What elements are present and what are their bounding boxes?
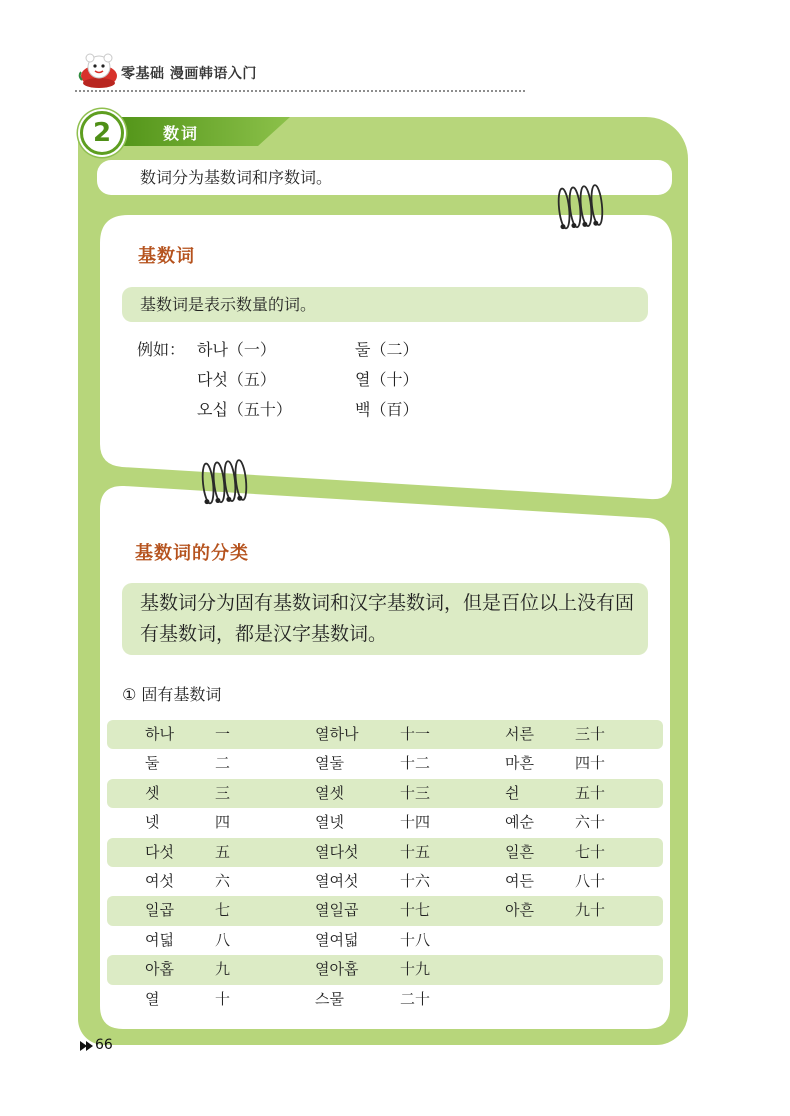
spiral-ring-icon: [557, 185, 604, 230]
spiral-ring-icon: [201, 460, 248, 505]
korean-numeral: 열넷: [315, 813, 344, 832]
korean-numeral: 다섯: [145, 842, 174, 861]
example-item: 하나（一）: [197, 340, 276, 359]
chinese-numeral: 九十: [575, 901, 606, 920]
example-item: 둘（二）: [355, 340, 419, 359]
chinese-numeral: 十七: [400, 901, 431, 920]
korean-numeral: 열: [145, 989, 160, 1008]
korean-numeral: 서른: [505, 725, 534, 743]
chinese-numeral: 十九: [400, 960, 431, 979]
example-item: 열（十）: [355, 370, 419, 389]
example-item: 백（百）: [355, 400, 419, 419]
chinese-numeral: 十一: [400, 725, 431, 743]
chinese-numeral: 三: [215, 783, 231, 802]
chinese-numeral: 六: [215, 872, 231, 890]
korean-numeral: 일곱: [145, 901, 174, 920]
chinese-numeral: 十四: [400, 813, 431, 832]
classification-note-text: 基数词分为固有基数词和汉字基数词，但是百位以上没有固有基数词，都是汉字基数词。: [140, 592, 635, 645]
korean-numeral: 스물: [315, 989, 344, 1008]
korean-numeral: 하나: [145, 725, 174, 743]
korean-numeral: 넷: [145, 813, 160, 832]
korean-numeral: 일흔: [505, 842, 534, 861]
examples-label: 例如：: [137, 340, 186, 359]
korean-numeral: 아홉: [145, 960, 174, 979]
chinese-numeral: 七十: [575, 842, 606, 861]
definition-text: 基数词是表示数量的词。: [140, 295, 317, 314]
korean-numeral: 열둘: [315, 754, 344, 773]
chinese-numeral: 六十: [575, 813, 606, 832]
section-number-badge: 2: [80, 111, 124, 155]
korean-numeral: 둘: [145, 754, 160, 773]
chinese-numeral: 三十: [575, 725, 606, 743]
example-item: 오십（五十）: [197, 400, 292, 419]
intro-text: 数词分为基数词和序数词。: [140, 168, 333, 187]
chinese-numeral: 二: [215, 754, 231, 773]
korean-numeral: 마흔: [505, 754, 534, 773]
native-numbers-subheading: ① 固有基数词: [122, 685, 222, 704]
korean-numeral: 열하나: [315, 725, 359, 743]
chinese-numeral: 十: [215, 989, 231, 1008]
korean-numeral: 열셋: [315, 783, 344, 802]
korean-numeral: 아흔: [505, 901, 534, 920]
chinese-numeral: 十三: [400, 783, 431, 802]
korean-numeral: 쉰: [505, 783, 520, 802]
cardinal-title: 基数词: [138, 246, 195, 267]
chinese-numeral: 七: [215, 901, 231, 920]
chinese-numeral: 五: [215, 842, 231, 861]
page-number: 66: [95, 1037, 113, 1053]
korean-numeral: 여섯: [145, 872, 174, 890]
chinese-numeral: 八十: [575, 872, 606, 890]
korean-numeral: 예순: [505, 813, 534, 832]
book-title: 零基础 漫画韩语入门: [121, 66, 257, 82]
korean-numeral: 여든: [505, 872, 534, 890]
korean-numeral: 여덟: [145, 930, 174, 949]
korean-numeral: 열여덟: [315, 930, 359, 949]
chinese-numeral: 二十: [400, 989, 431, 1008]
chinese-numeral: 四十: [575, 754, 606, 773]
example-item: 다섯（五）: [197, 370, 276, 389]
chinese-numeral: 九: [215, 960, 231, 979]
korean-numeral: 열다섯: [315, 842, 359, 861]
korean-numeral: 열여섯: [315, 872, 359, 890]
chinese-numeral: 四: [215, 813, 231, 832]
double-arrow-icon: [80, 1041, 94, 1051]
chinese-numeral: 十八: [400, 930, 431, 949]
section-title: 数词: [163, 124, 200, 143]
korean-numeral: 셋: [145, 783, 160, 802]
chinese-numeral: 五十: [575, 783, 606, 802]
korean-numeral: 열일곱: [315, 901, 359, 920]
classification-title: 基数词的分类: [135, 543, 249, 564]
chinese-numeral: 十二: [400, 754, 431, 773]
chinese-numeral: 一: [215, 725, 231, 743]
chinese-numeral: 十五: [400, 842, 431, 861]
korean-numeral: 열아홉: [315, 960, 359, 979]
chinese-numeral: 十六: [400, 872, 431, 890]
chinese-numeral: 八: [215, 930, 231, 949]
